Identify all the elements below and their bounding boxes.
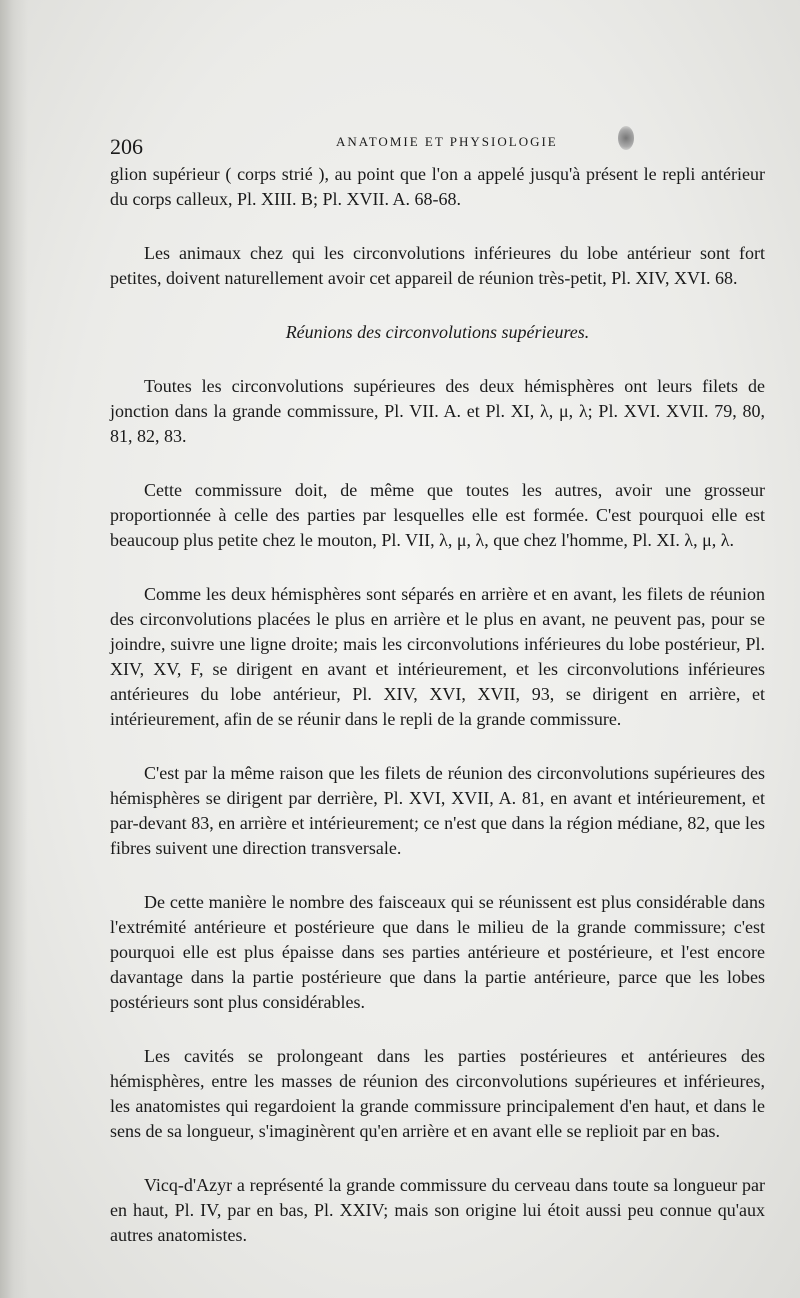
paragraph-continuation: glion supérieur ( corps strié ), au point que l'on a appelé jusqu'à présent le repli antérieur du corps calleux, Pl. XIII. B; Pl. XVII. A. 68-68.: [110, 164, 765, 209]
paragraph: Vicq-d'Azyr a représenté la grande commissure du cerveau dans toute sa longueur par en haut, Pl. IV, par en bas, Pl. XXIV; mais son origine lui étoit aussi peu connue qu'aux autres anatomistes.: [110, 1175, 765, 1245]
paragraph: C'est par la même raison que les filets de réunion des circonvolutions supérieures des hémisphères se dirigent par derrière, Pl. XVI, XVII, A. 81, en avant et intérieurement, et par-devant 83, en arrière et intérieurement; ce n'est que dans la région médiane, 82, que les fibres suivent une direction transversale.: [110, 763, 765, 858]
paragraph: Les animaux chez qui les circonvolutions inférieures du lobe antérieur sont fort petites, doivent naturellement avoir cet appareil de réunion très-petit, Pl. XIV, XVI. 68.: [110, 243, 765, 288]
paragraph: Les cavités se prolongeant dans les parties postérieures et antérieures des hémisphères, entre les masses de réunion des circonvolutions supérieures et inférieures, les anatomistes qui regardoient la grande commissure principalement d'en haut, et dans le sens de sa longueur, s'imaginèrent qu'en arrière et en avant elle se replioit par en bas.: [110, 1046, 765, 1141]
paragraph: De cette manière le nombre des faisceaux qui se réunissent est plus considérable dans l'extrémité antérieure et postérieure que dans le milieu de la grande commissure; c'est pourquoi elle est plus épaisse dans ses parties antérieure et postérieure, et l'est encore davantage dans la partie postérieure que dans la partie antérieure, parce que les lobes postérieurs sont plus considérables.: [110, 892, 765, 1012]
paragraph: Cette commissure doit, de même que toutes les autres, avoir une grosseur proportionnée à celle des parties par lesquelles elle est formée. C'est pourquoi elle est beaucoup plus petite chez le mouton, Pl. VII, λ, μ, λ, que chez l'homme, Pl. XI. λ, μ, λ.: [110, 480, 765, 550]
page-number: 206: [110, 134, 143, 159]
page-edge-shadow: [0, 0, 28, 1298]
paragraph: Toutes les circonvolutions supérieures des deux hémisphères ont leurs filets de jonction dans la grande commissure, Pl. VII. A. et Pl. XI, λ, μ, λ; Pl. XVI. XVII. 79, 80, 81, 82, 83.: [110, 376, 765, 446]
running-head: ANATOMIE ET PHYSIOLOGIE: [336, 134, 558, 149]
ink-blot: [618, 126, 634, 150]
page-header: [110, 128, 768, 159]
page-body: [110, 162, 765, 1248]
section-heading: Réunions des circonvolutions supérieures.: [285, 322, 590, 342]
paragraph: Comme les deux hémisphères sont séparés en arrière et en avant, les filets de réunion des circonvolutions placées le plus en arrière et le plus en avant, ne peuvent pas, pour se joindre, suivre une ligne droite; mais les circonvolutions inférieures du lobe postérieur, Pl. XIV, XV, F, se dirigent en avant et intérieurement, et les circonvolutions inférieures antérieures du lobe antérieur, Pl. XIV, XVI, XVII, 93, se dirigent en arrière, et intérieurement, afin de se réunir dans le repli de la grande commissure.: [110, 584, 765, 729]
